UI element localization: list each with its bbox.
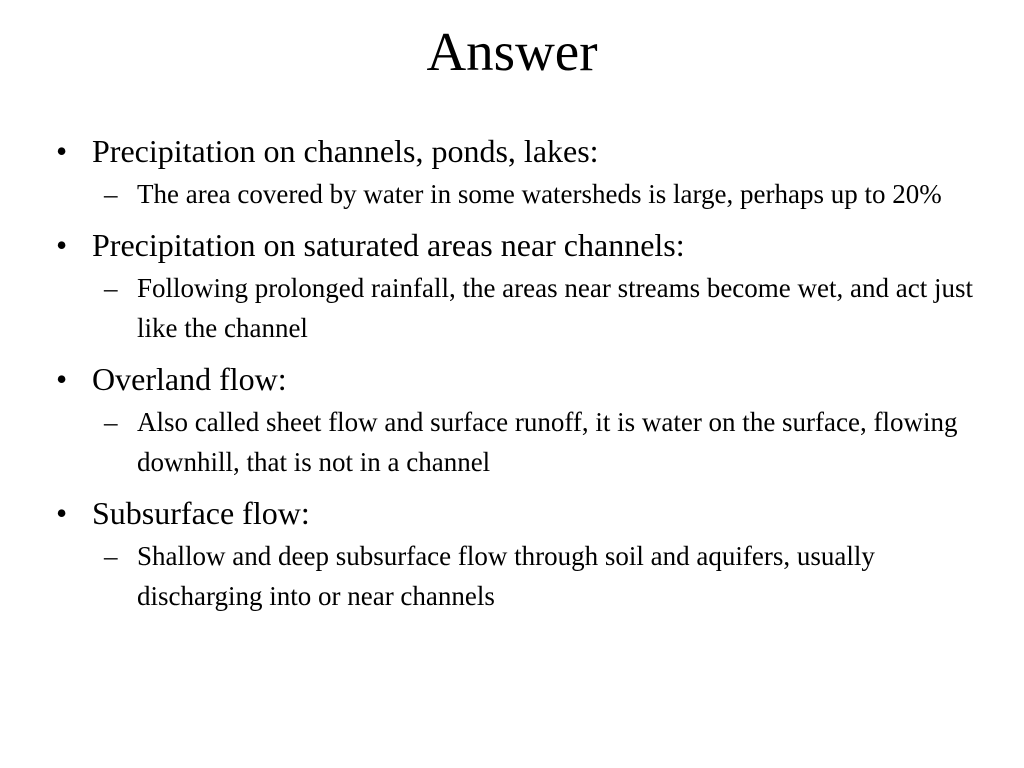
sub-bullet-text: Shallow and deep subsurface flow through soil and aquifers, usually discharging into or near channels [137,541,875,611]
bullet-marker: • [56,133,68,169]
sub-bullet-marker: – [104,273,118,303]
sub-bullet-text: Following prolonged rainfall, the areas near streams become wet, and act just like the channel [137,273,973,343]
bullet-text: Precipitation on channels, ponds, lakes: [92,133,599,169]
bullet-marker: • [56,227,68,263]
sub-bullet-marker: – [104,407,118,437]
sub-bullet [0,174,1024,214]
sub-bullet [0,536,1024,616]
sub-bullet-text: Also called sheet flow and surface runoff, it is water on the surface, flowing downhill, that is not in a channel [137,407,958,477]
sub-bullet-marker: – [104,179,118,209]
bullet-item [0,356,1024,482]
bullet-main [0,490,1024,536]
sub-bullet-marker: – [104,541,118,571]
sub-bullet [0,268,1024,348]
bullet-item [0,490,1024,616]
bullet-main [0,356,1024,402]
bullet-text: Subsurface flow: [92,495,310,531]
bullet-text: Precipitation on saturated areas near channels: [92,227,685,263]
sub-bullet-text: The area covered by water in some watersheds is large, perhaps up to 20% [137,179,942,209]
slide-title: Answer [426,21,598,82]
bullet-item [0,128,1024,214]
bullet-item [0,222,1024,348]
bullet-text: Overland flow: [92,361,287,397]
bullet-main [0,222,1024,268]
bullet-list [0,128,1024,624]
bullet-main [0,128,1024,174]
bullet-marker: • [56,361,68,397]
bullet-marker: • [56,495,68,531]
sub-bullet [0,402,1024,482]
